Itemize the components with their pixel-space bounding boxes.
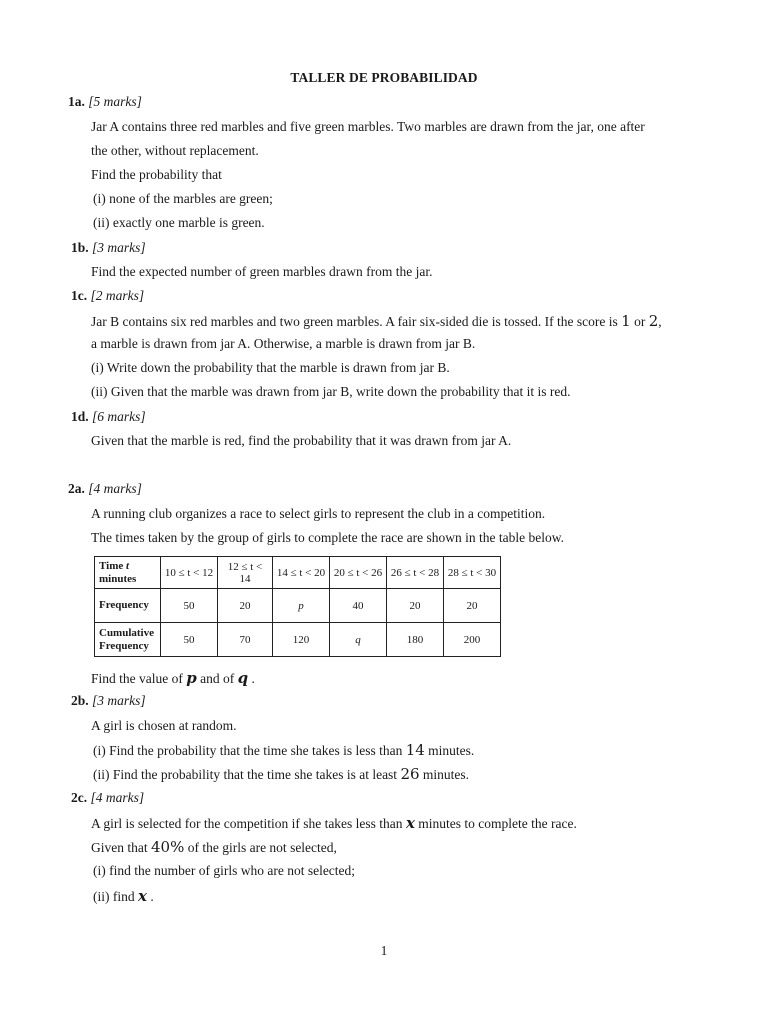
question-1d-header xyxy=(71,409,146,425)
table-row xyxy=(95,557,501,589)
question-1c-header xyxy=(71,288,144,304)
table-header-cell: Time t minutes xyxy=(95,557,161,589)
question-number: 2b. xyxy=(71,693,89,708)
table-header-cell: 10 ≤ t < 12 xyxy=(161,557,218,589)
question-2a-header xyxy=(68,481,142,497)
table-row xyxy=(95,623,501,657)
question-text: (i) find the number of girls who are not selected; xyxy=(93,863,356,878)
question-2b-header xyxy=(71,693,146,709)
table-row xyxy=(95,589,501,623)
question-number: 1a. xyxy=(68,94,85,109)
table-header-cell: 26 ≤ t < 28 xyxy=(387,557,444,589)
question-number: 1c. xyxy=(71,288,88,303)
question-text: Jar B contains six red marbles and two green marbles. A fair six-sided die is tossed. If the score is 1 or 2, xyxy=(91,312,662,330)
page-title: TALLER DE PROBABILIDAD xyxy=(290,70,478,85)
marks-label: [5 marks] xyxy=(88,94,142,109)
table-cell: p xyxy=(273,589,330,623)
question-text: Given that 40% of the girls are not selected, xyxy=(91,838,337,856)
question-number: 2c. xyxy=(71,790,88,805)
question-text: Given that the marble is red, find the probability that it was drawn from jar A. xyxy=(91,433,512,448)
question-1a-header xyxy=(68,94,142,110)
question-text: a marble is drawn from jar A. Otherwise, a marble is drawn from jar B. xyxy=(91,336,476,351)
question-number: 1d. xyxy=(71,409,89,424)
marks-label: [3 marks] xyxy=(92,693,146,708)
table-cell: 120 xyxy=(273,623,330,657)
table-header-cell: 14 ≤ t < 20 xyxy=(273,557,330,589)
table-cell: 40 xyxy=(330,589,387,623)
question-text: (i) none of the marbles are green; xyxy=(93,191,273,206)
marks-label: [4 marks] xyxy=(90,790,145,805)
question-text: (ii) Given that the marble was drawn from jar B, write down the probability that it is red. xyxy=(91,384,571,399)
page-number: 1 xyxy=(380,943,388,958)
table-cell: 50 xyxy=(161,589,218,623)
question-text: (i) Find the probability that the time she takes is less than 14 minutes. xyxy=(93,741,475,759)
question-text: The times taken by the group of girls to complete the race are shown in the table below. xyxy=(91,530,564,545)
table-cell: 200 xyxy=(444,623,501,657)
table-cell: 20 xyxy=(387,589,444,623)
question-1b-header xyxy=(71,240,146,256)
table-cell: 50 xyxy=(161,623,218,657)
question-text: Find the expected number of green marbles drawn from the jar. xyxy=(91,264,433,279)
question-number: 1b. xyxy=(71,240,89,255)
question-text: A running club organizes a race to select girls to represent the club in a competition. xyxy=(91,506,546,521)
table-row-label: Cumulative Frequency xyxy=(95,623,161,657)
table-cell: 20 xyxy=(444,589,501,623)
marks-label: [3 marks] xyxy=(92,240,146,255)
question-text: A girl is selected for the competition if she takes less than x minutes to complete the race. xyxy=(91,814,577,832)
table-cell: 180 xyxy=(387,623,444,657)
question-text: Jar A contains three red marbles and five green marbles. Two marbles are drawn from the jar, one after xyxy=(91,119,645,134)
question-text: (i) Write down the probability that the marble is drawn from jar B. xyxy=(91,360,450,375)
table-cell: 70 xyxy=(218,623,273,657)
marks-label: [4 marks] xyxy=(88,481,142,496)
question-text: A girl is chosen at random. xyxy=(91,718,237,733)
question-number: 2a. xyxy=(68,481,85,496)
question-text: (ii) find x . xyxy=(93,887,154,905)
table-cell: q xyxy=(330,623,387,657)
table-header-cell: 20 ≤ t < 26 xyxy=(330,557,387,589)
question-text: (ii) exactly one marble is green. xyxy=(93,215,265,230)
question-text: Find the probability that xyxy=(91,167,222,182)
question-2c-header xyxy=(71,790,144,806)
table-header-cell: 12 ≤ t < 14 xyxy=(218,557,273,589)
question-text: the other, without replacement. xyxy=(91,143,259,158)
question-text: Find the value of p and of q . xyxy=(91,669,255,687)
table-row-label: Frequency xyxy=(95,589,161,623)
table-cell: 20 xyxy=(218,589,273,623)
marks-label: [2 marks] xyxy=(90,288,145,303)
table-header-cell: 28 ≤ t < 30 xyxy=(444,557,501,589)
question-text: (ii) Find the probability that the time she takes is at least 26 minutes. xyxy=(93,765,470,783)
frequency-table xyxy=(94,556,501,657)
marks-label: [6 marks] xyxy=(92,409,146,424)
